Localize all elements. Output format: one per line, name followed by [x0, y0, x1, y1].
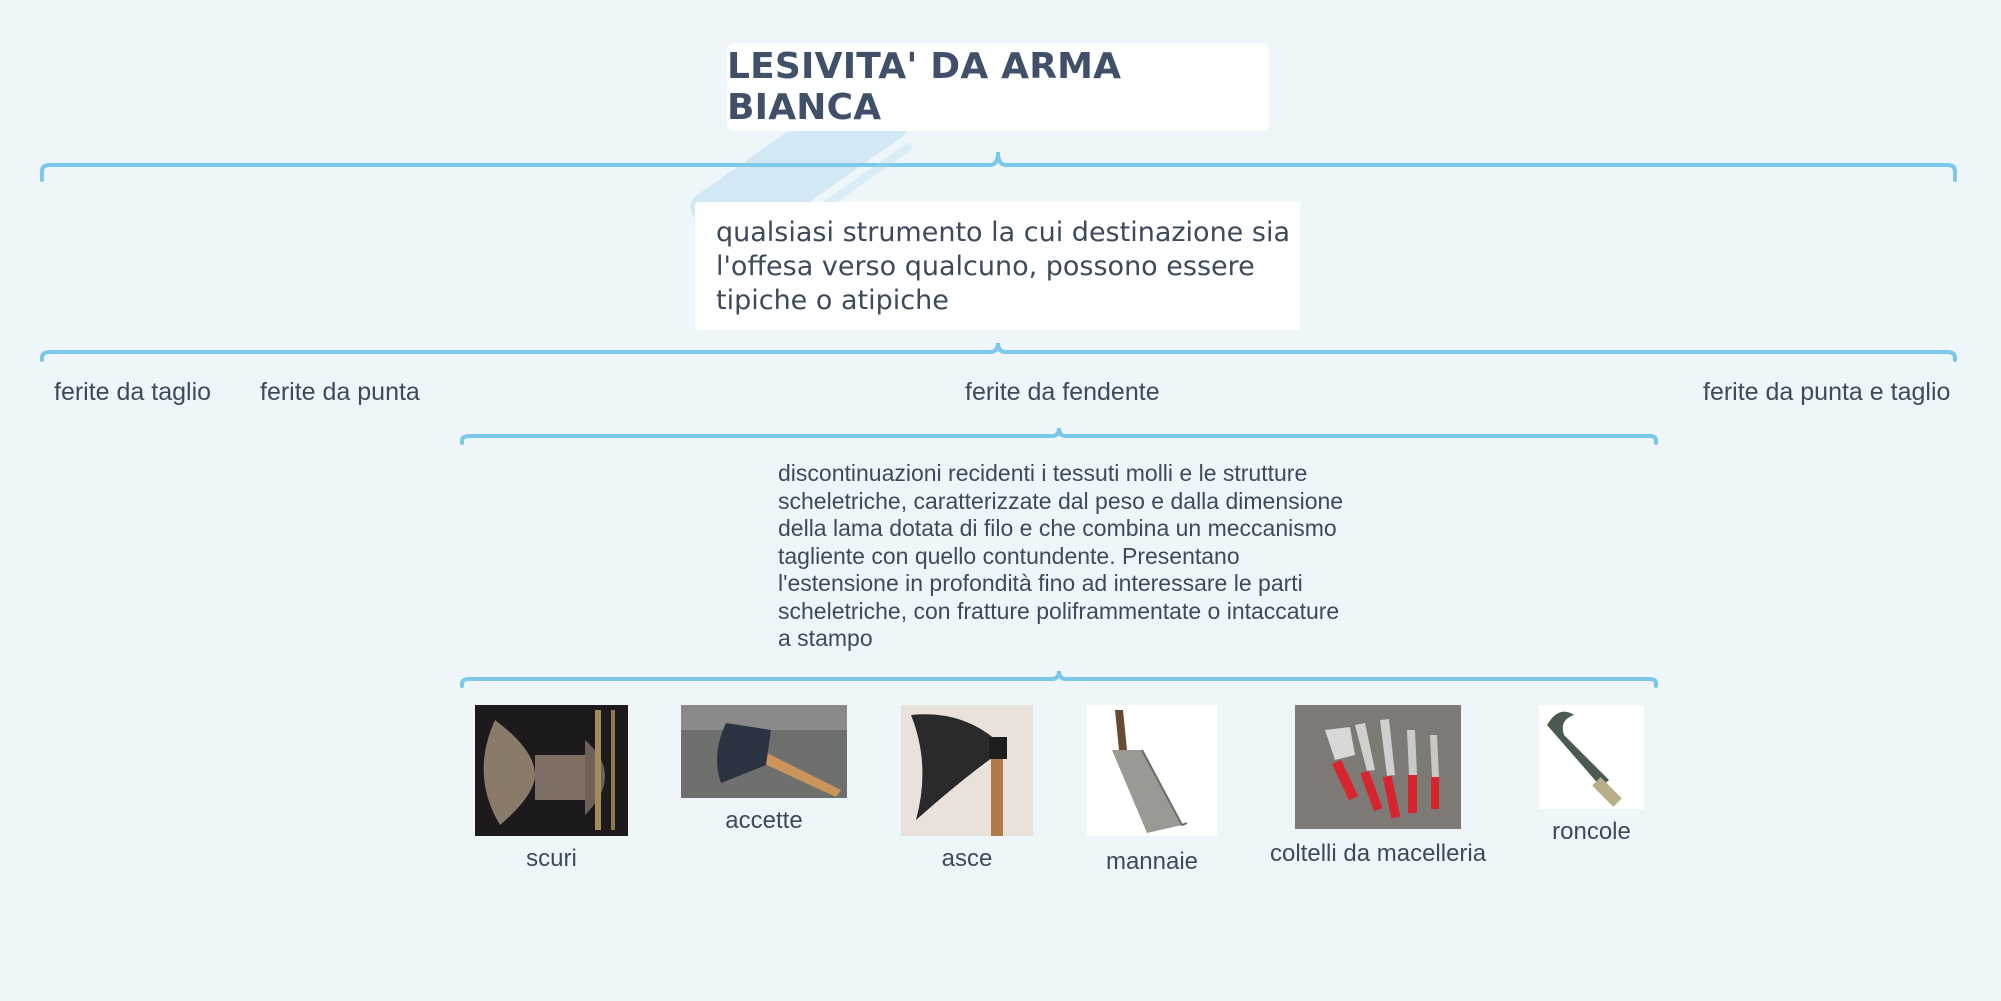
fendente-description: discontinuazioni recidenti i tessuti molli e le strutture scheletriche, caratterizzate dal peso e dalla dimensione della lama dotata di filo e che combina un meccanismo tagliente con quello contundente. Presentano l'estensione in profondità fino ad interessare le parti scheletriche, con fratture poliframmentate o intaccature a stampo — [778, 460, 1344, 651]
page-title: LESIVITA' DA ARMA BIANCA — [727, 46, 1122, 128]
branch-ferite-fendente: ferite da fendente — [965, 378, 1160, 406]
title-box — [727, 43, 1269, 131]
weapon-label-accette: accette — [725, 807, 803, 834]
definition-text: qualsiasi strumento la cui destinazione sia l'offesa verso qualcuno, possono essere tipiche o atipiche — [716, 217, 1290, 316]
weapon-label-roncole: roncole — [1552, 818, 1631, 845]
weapon-label-scuri: scuri — [526, 845, 577, 872]
butcher-knives-image — [1295, 705, 1461, 829]
cleaver-image — [1087, 705, 1217, 836]
branch-ferite-taglio: ferite da taglio — [54, 378, 212, 406]
weapon-label-coltelli: coltelli da macelleria — [1270, 840, 1487, 867]
battle-axe-image — [475, 705, 628, 836]
branch-ferite-punta-taglio: ferite da punta e taglio — [1703, 378, 1951, 406]
axe-image — [901, 705, 1033, 836]
weapon-label-mannaie: mannaie — [1105, 848, 1199, 875]
hatchet-image — [681, 705, 847, 798]
weapon-label-asce: asce — [941, 845, 993, 872]
billhook-image — [1539, 705, 1644, 809]
branch-ferite-punta: ferite da punta — [260, 378, 420, 406]
